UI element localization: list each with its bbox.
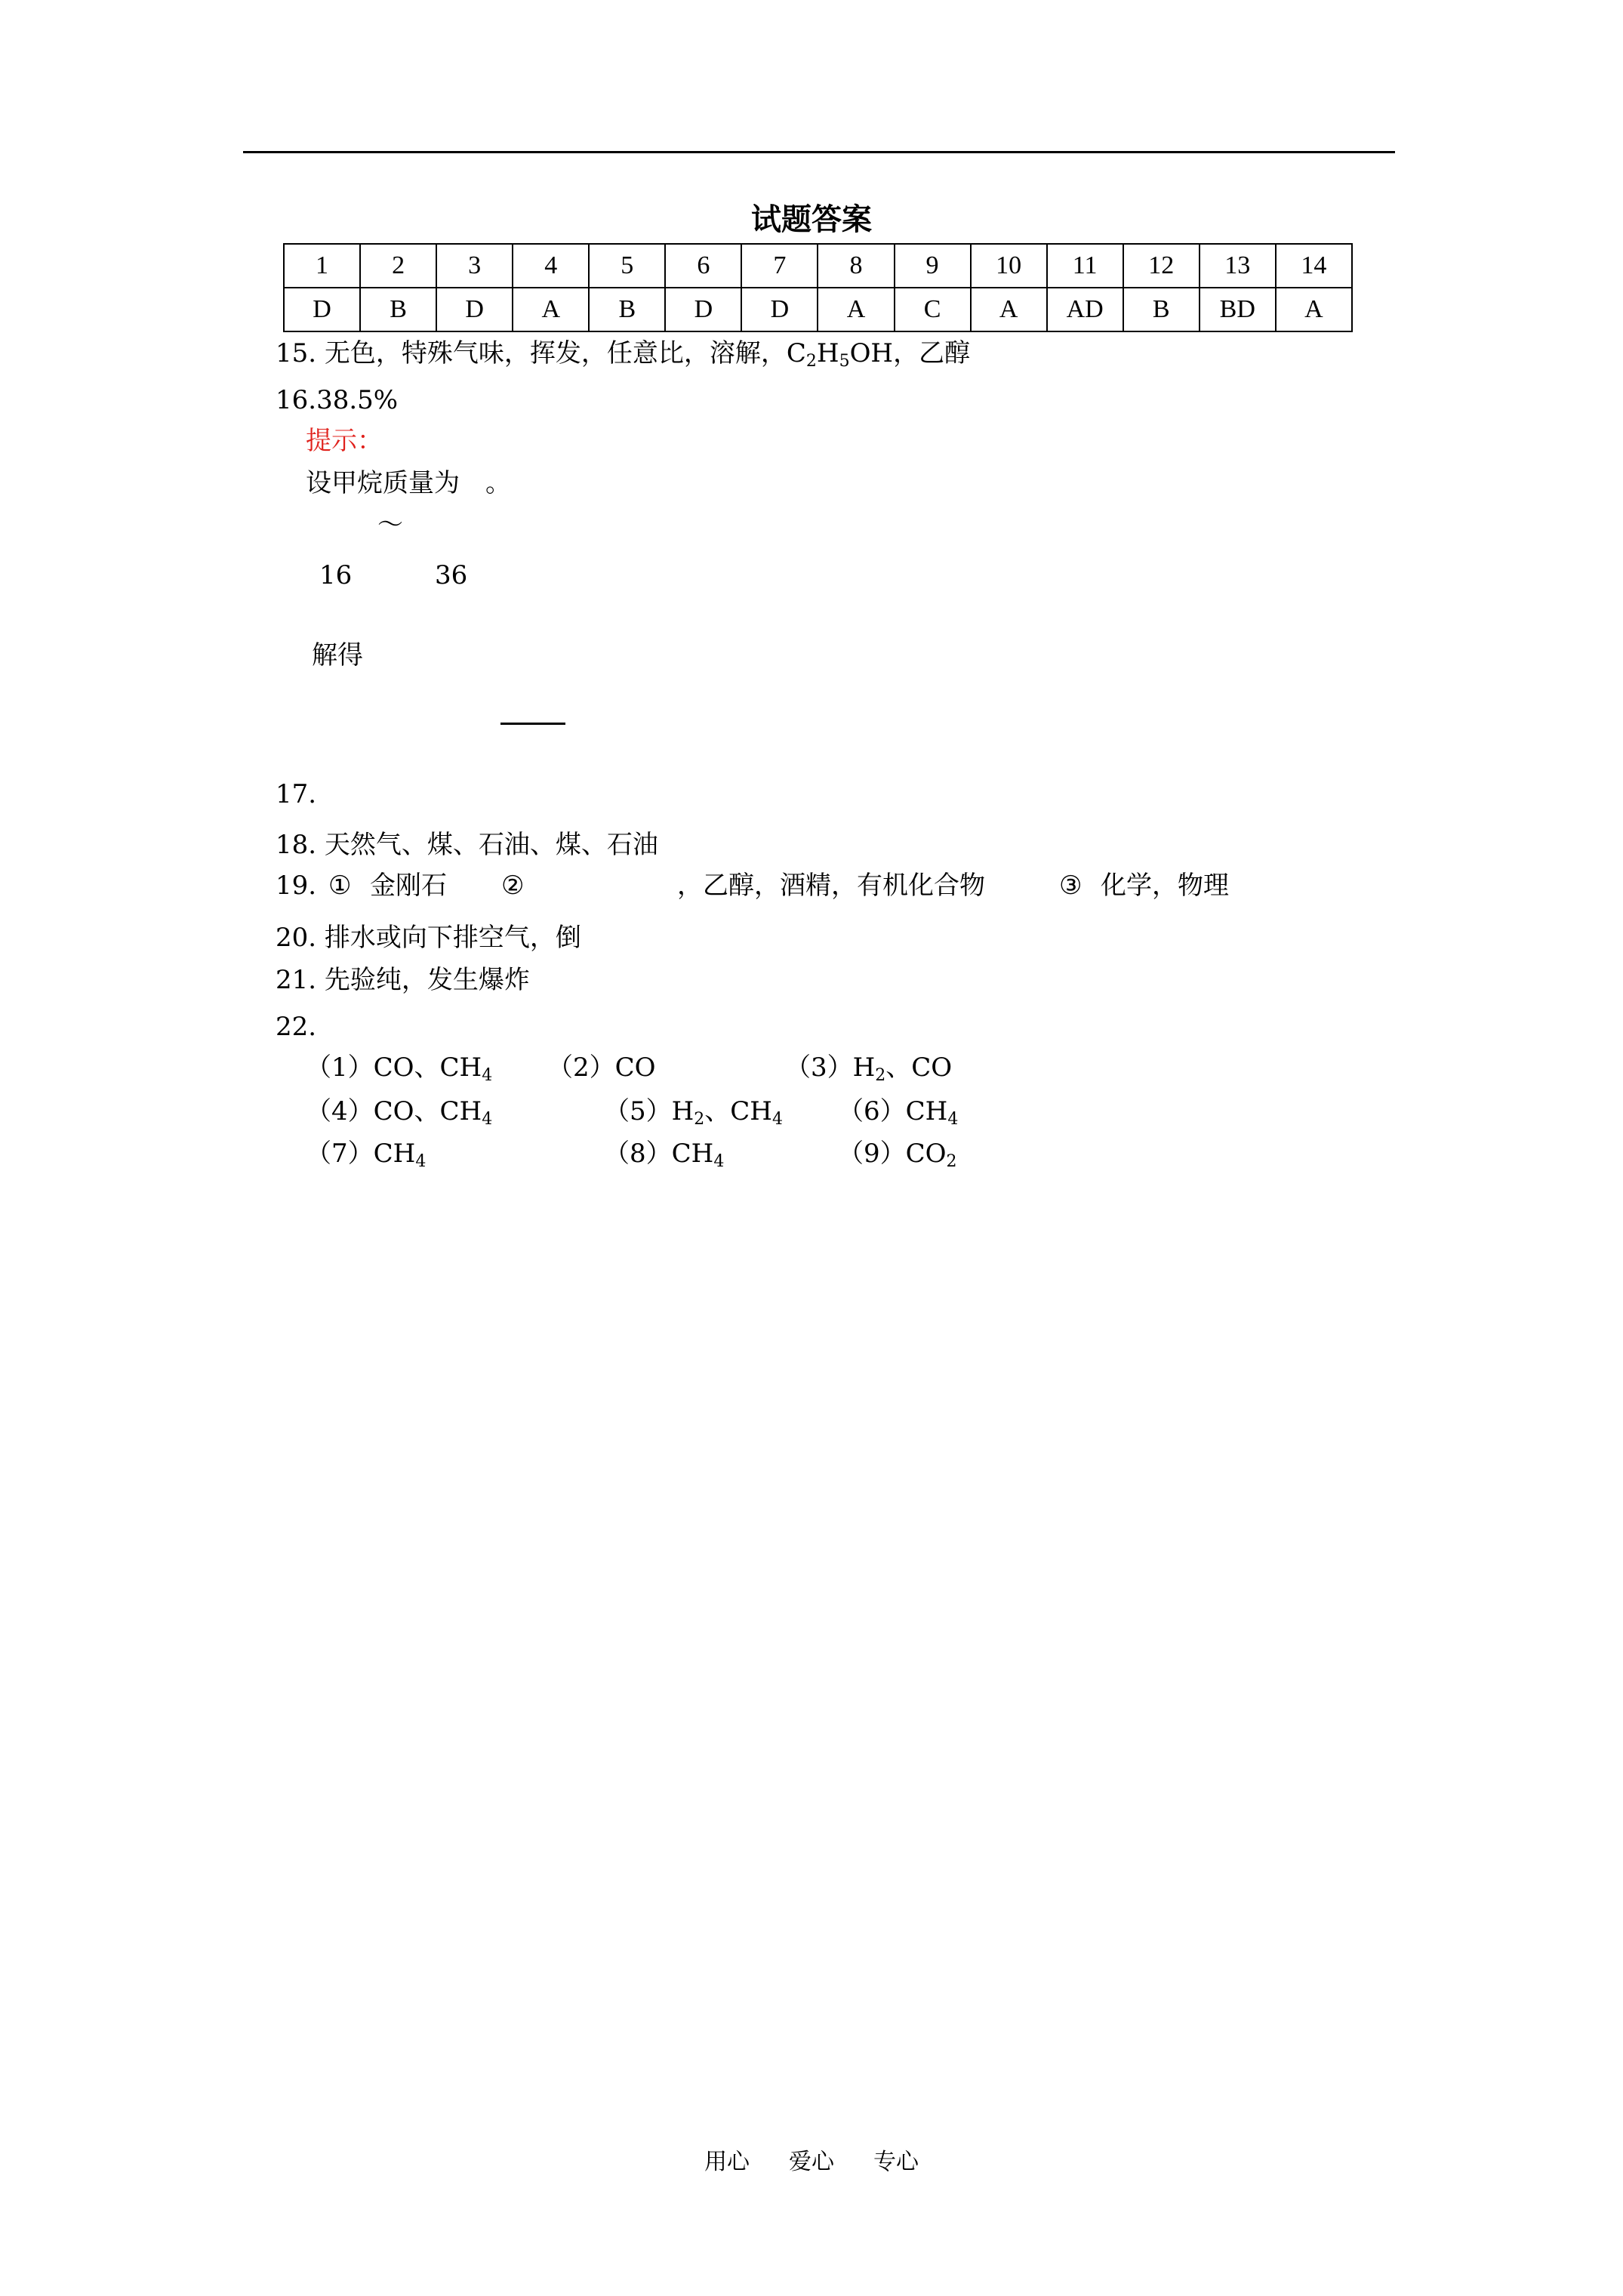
hint-line-1: 设甲烷质量为 。 bbox=[306, 468, 511, 498]
ratio-value-36: 36 bbox=[435, 560, 468, 590]
table-cell: 14 bbox=[1276, 244, 1352, 288]
subscript: 2 bbox=[946, 1152, 957, 1171]
answer-22 bbox=[276, 1012, 316, 1042]
item-label: （5） bbox=[604, 1096, 672, 1126]
header-rule bbox=[243, 151, 1395, 153]
answer-text: 排水或向下排空气，倒 bbox=[324, 923, 581, 953]
answer-22-item bbox=[604, 1139, 724, 1169]
answer-15 bbox=[276, 338, 971, 371]
formula-h: H bbox=[816, 338, 839, 368]
answer-20 bbox=[276, 923, 581, 953]
answer-18 bbox=[276, 830, 658, 860]
answer-text: 无色，特殊气味，挥发，任意比，溶解， bbox=[324, 338, 787, 368]
item-text: CO、CH bbox=[373, 1052, 482, 1083]
item-text: CH bbox=[905, 1096, 948, 1126]
table-cell: C bbox=[895, 288, 971, 331]
table-cell: 6 bbox=[665, 244, 741, 288]
item-text: CH bbox=[373, 1139, 416, 1169]
answer-22-item bbox=[306, 1096, 493, 1129]
item-text: H bbox=[671, 1096, 694, 1126]
tilde-symbol: ～ bbox=[377, 510, 403, 540]
question-number: 15. bbox=[276, 338, 317, 368]
hint-label: 提示： bbox=[306, 426, 383, 456]
item-label: （8） bbox=[604, 1139, 672, 1169]
item-text: CO、CH bbox=[373, 1096, 482, 1126]
answer-tail: ，乙醇 bbox=[893, 338, 971, 368]
answer-19-number bbox=[276, 871, 316, 901]
table-cell: 3 bbox=[436, 244, 513, 288]
circled-1: ① bbox=[328, 871, 352, 901]
table-cell: AD bbox=[1047, 288, 1123, 331]
question-number: 17. bbox=[276, 779, 317, 809]
table-row-answers bbox=[284, 288, 1352, 331]
item-label: （2） bbox=[547, 1052, 615, 1083]
answer-22-item bbox=[604, 1096, 783, 1129]
table-cell: 11 bbox=[1047, 244, 1123, 288]
solve-label: 解得 bbox=[312, 640, 363, 670]
table-cell: 9 bbox=[895, 244, 971, 288]
answer-text: 先验纯，发生爆炸 bbox=[324, 965, 530, 995]
subscript: 4 bbox=[415, 1152, 427, 1171]
subscript: 4 bbox=[713, 1152, 725, 1171]
ratio-value-16: 16 bbox=[319, 560, 353, 590]
table-cell: 10 bbox=[971, 244, 1047, 288]
item-label: （1） bbox=[306, 1052, 374, 1083]
fraction-line bbox=[500, 723, 565, 725]
question-number: 21. bbox=[276, 965, 317, 995]
table-cell: 8 bbox=[818, 244, 894, 288]
item-text: 、CH bbox=[704, 1096, 772, 1126]
item-label: （9） bbox=[838, 1139, 906, 1169]
item-text: H bbox=[852, 1052, 876, 1083]
table-cell: A bbox=[818, 288, 894, 331]
answer-22-item bbox=[306, 1052, 492, 1083]
item-text: CH bbox=[671, 1139, 714, 1169]
table-cell: 5 bbox=[589, 244, 665, 288]
page-title: 试题答案 bbox=[751, 202, 872, 237]
answer-table bbox=[283, 243, 1353, 332]
item-label: （6） bbox=[838, 1096, 906, 1126]
table-cell: BD bbox=[1200, 288, 1276, 331]
table-cell: B bbox=[1123, 288, 1200, 331]
table-cell: B bbox=[360, 288, 436, 331]
formula-c: C bbox=[786, 338, 806, 368]
subscript: 2 bbox=[875, 1066, 886, 1085]
circled-2: ② bbox=[501, 871, 525, 901]
table-cell: B bbox=[589, 288, 665, 331]
table-cell: 12 bbox=[1123, 244, 1200, 288]
answer-21 bbox=[276, 965, 530, 995]
table-cell: A bbox=[513, 288, 589, 331]
footer-word: 爱心 bbox=[789, 2149, 834, 2175]
subscript: 2 bbox=[805, 352, 817, 371]
question-number: 20. bbox=[276, 923, 317, 953]
table-cell: 4 bbox=[513, 244, 589, 288]
answer-22-item bbox=[547, 1052, 656, 1083]
table-cell: D bbox=[665, 288, 741, 331]
answer-22-item bbox=[306, 1139, 426, 1169]
item-text: 、CO bbox=[885, 1052, 953, 1083]
answer-value: 38.5% bbox=[316, 385, 399, 415]
table-cell: A bbox=[1276, 288, 1352, 331]
answer-19-part-2: ，乙醇，酒精，有机化合物 bbox=[677, 871, 985, 901]
item-text: CO bbox=[905, 1139, 947, 1169]
answer-22-item bbox=[838, 1139, 957, 1169]
item-text: CO bbox=[614, 1052, 656, 1083]
table-cell: D bbox=[284, 288, 360, 331]
subscript: 4 bbox=[482, 1110, 493, 1129]
question-number: 22. bbox=[276, 1012, 317, 1042]
question-number: 16. bbox=[276, 385, 317, 415]
table-cell: D bbox=[436, 288, 513, 331]
item-label: （4） bbox=[306, 1096, 374, 1126]
footer-word: 用心 bbox=[704, 2149, 750, 2175]
answer-17 bbox=[276, 779, 316, 809]
question-number: 18. bbox=[276, 830, 317, 860]
footer-word: 专心 bbox=[873, 2149, 919, 2175]
subscript: 4 bbox=[947, 1110, 959, 1129]
table-cell: A bbox=[971, 288, 1047, 331]
subscript: 4 bbox=[482, 1066, 493, 1085]
answer-16 bbox=[276, 385, 398, 415]
table-cell: 1 bbox=[284, 244, 360, 288]
answer-19-part-1: 金刚石 bbox=[370, 871, 447, 901]
answer-22-item bbox=[785, 1052, 952, 1083]
formula-rest: OH bbox=[849, 338, 894, 368]
subscript: 2 bbox=[694, 1110, 705, 1129]
question-number: 19. bbox=[276, 871, 317, 901]
answer-text: 天然气、煤、石油、煤、石油 bbox=[324, 830, 658, 860]
answer-19-part-3: 化学，物理 bbox=[1101, 871, 1229, 901]
answer-22-item bbox=[838, 1096, 959, 1129]
item-label: （3） bbox=[785, 1052, 853, 1083]
subscript: 4 bbox=[771, 1110, 783, 1129]
table-cell: 7 bbox=[741, 244, 818, 288]
table-cell: 13 bbox=[1200, 244, 1276, 288]
table-row-numbers bbox=[284, 244, 1352, 288]
page-footer bbox=[0, 2149, 1623, 2176]
circled-3: ③ bbox=[1059, 871, 1083, 901]
item-label: （7） bbox=[306, 1139, 374, 1169]
table-cell: 2 bbox=[360, 244, 436, 288]
table-cell: D bbox=[741, 288, 818, 331]
subscript: 5 bbox=[839, 352, 850, 371]
